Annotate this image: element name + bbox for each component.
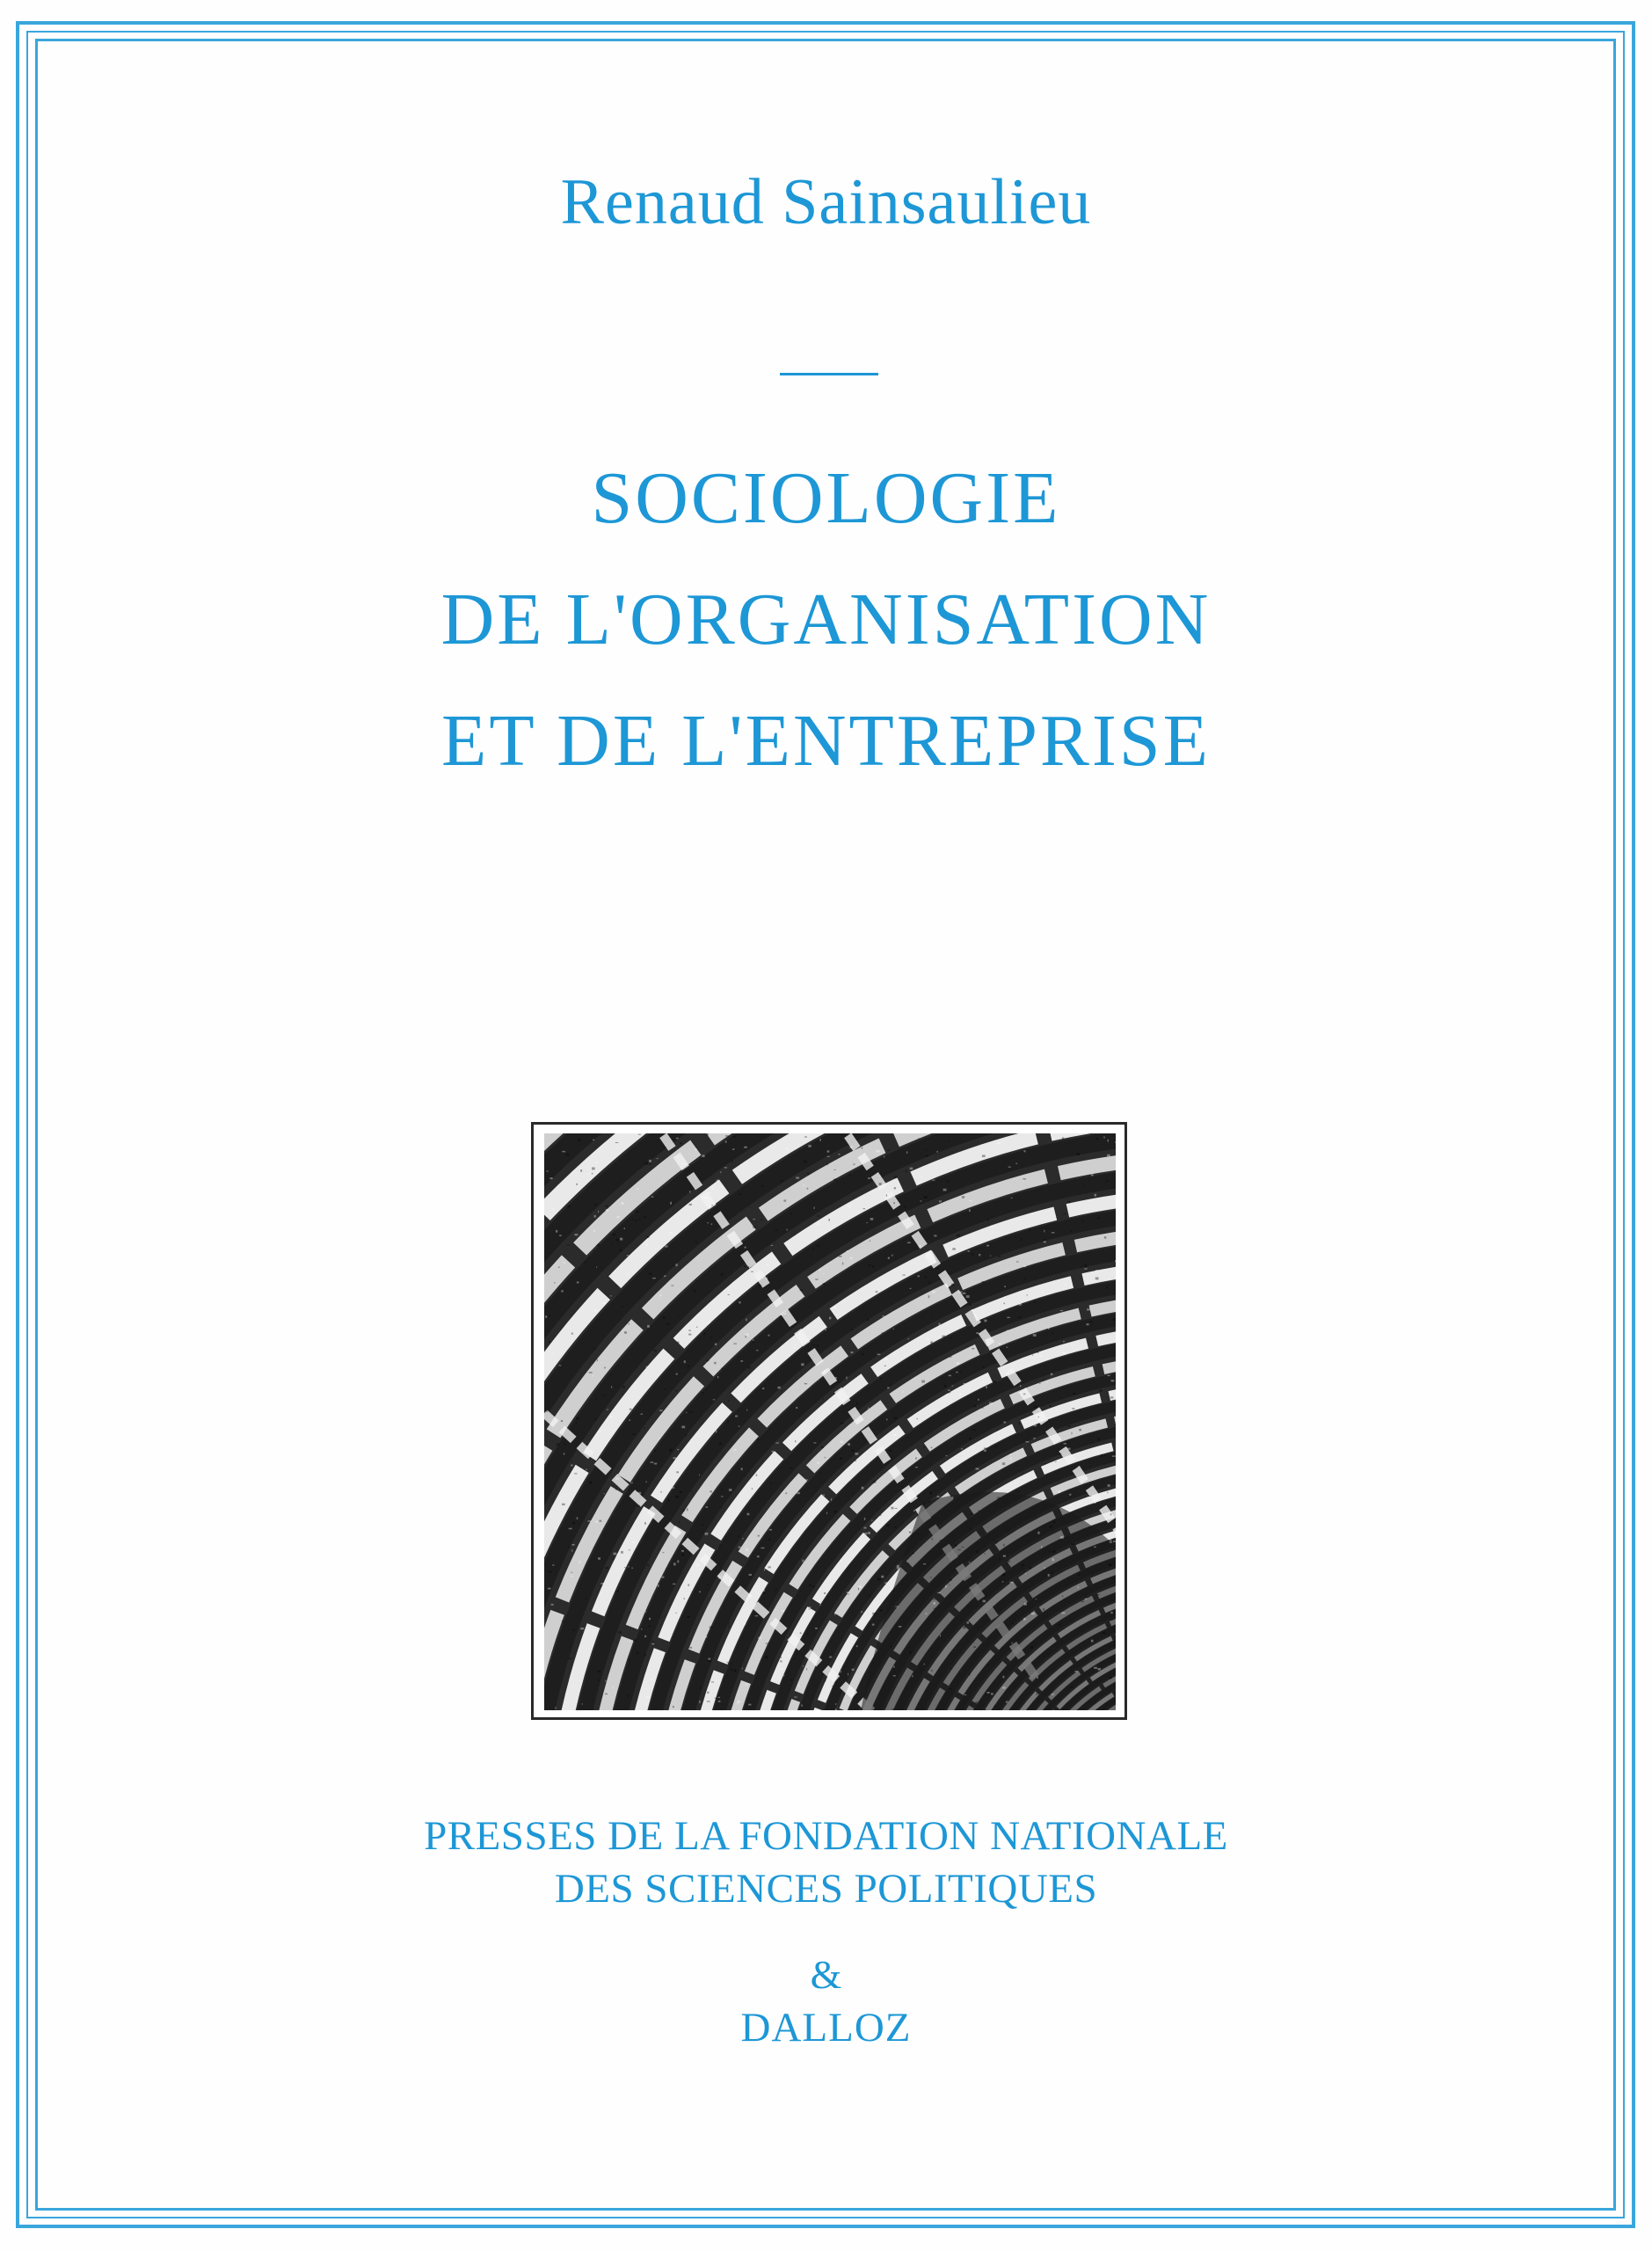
author-name: Renaud Sainsaulieu — [560, 166, 1092, 238]
amphitheater-photo — [531, 1122, 1127, 1720]
publisher-ampersand: & — [810, 1952, 842, 1997]
title-divider — [780, 373, 878, 375]
title-line-3: ET DE L'ENTREPRISE — [441, 700, 1211, 782]
publisher-line-1: PRESSES DE LA FONDATION NATIONALE — [424, 1813, 1228, 1859]
copublisher-name: DALLOZ — [740, 2005, 912, 2051]
amphitheater-steps-image — [544, 1133, 1116, 1710]
title-line-2: DE L'ORGANISATION — [440, 579, 1212, 660]
publisher-line-2: DES SCIENCES POLITIQUES — [554, 1866, 1098, 1912]
book-title — [0, 438, 1652, 802]
title-line-1: SOCIOLOGIE — [591, 457, 1061, 539]
publisher — [0, 1810, 1652, 1915]
